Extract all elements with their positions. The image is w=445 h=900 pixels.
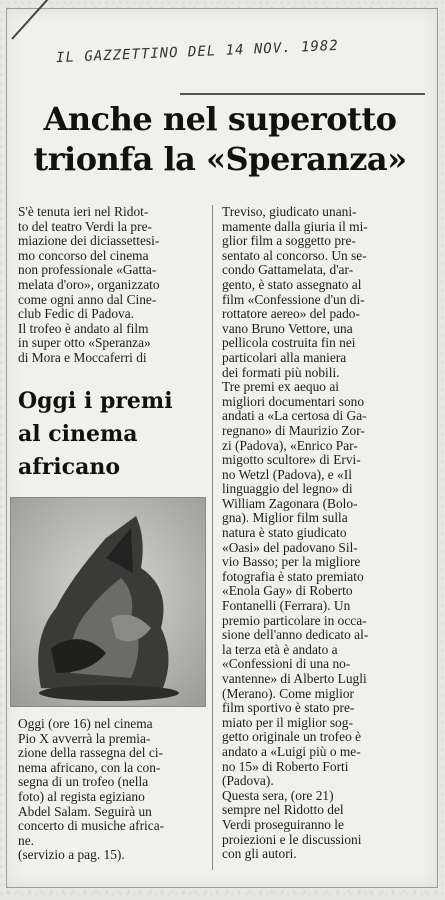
trophy-sculpture-icon	[11, 498, 206, 707]
column-divider	[212, 205, 213, 870]
handwritten-note: IL GAZZETTINO DEL 14 NOV. 1982	[55, 37, 340, 67]
subheadline: Oggi i premi al cinema africano	[18, 388, 173, 480]
article-column-2: Treviso, giudicato unani- mamente dalla giuria il mi- glior film a soggetto pre- sentato al concorso. Un se- condo Gattamelata, d'ar- gento, è stato assegnato al film «Confessione d'un di- rottatore aereo» del pado- vano Bruno Vettore, una pellicola costruita fin nei particolari alla maniera dei formati più nobili. Tre premi ex aequo ai migliori documentari sono andati a «La certosa di Ga- regnano» di Maurizio Zor- zi (Padova), «Enrico Par- migotto scultore» di Ervi- no Wetzl (Padova), e «Il linguaggio del legno» di William Zagonara (Bolo- gna). Miglior film sulla natura è stato giudicato «Oasi» del padovano Sil- vio Basso; per la migliore fotografia è stato premiato «Enola Gay» di Roberto Fontanelli (Ferrara). Un premio particolare in occa- sione dell'anno dedicato al- la terza età è andato a «Confessioni di una no- vantenne» di Alberto Lugli (Merano). Come miglior film sportivo è stato pre- miato per il miglior sog- getto originale un trofeo è andato a «Luigi più o me- no 15» di Roberto Forti (Padova). Questa sera, (ore 21) sempre nel Ridotto del Verdi proseguiranno le proiezioni e le discussioni con gli autori.	[222, 204, 369, 862]
article-column-1-bottom: Oggi (ore 16) nel cinema Pio X avverrà la premia- zione della rassegna del ci- nema africano, con la con- segna di un trofeo (nella foto) al regista egiziano Abdel Salam. Seguirà un concerto di musiche africa- ne. (servizio a pag. 15).	[18, 716, 165, 863]
article-column-1: S'è tenuta ieri nel Ridot- to del teatro Verdi la pre- miazione dei diciassettesi- mo concorso del cinema non professionale «Gatta- melata d'oro», organizzato come ogni anno dal Cine- club Fedic di Padova. Il trofeo è andato al film in super otto «Speranza» di Mora e Moccaferri di	[18, 204, 160, 365]
masthead-rule	[180, 93, 425, 95]
trophy-photo	[10, 497, 206, 707]
headline-line-1: Anche nel superotto	[43, 100, 397, 138]
headline-line-2: trionfa la «Speranza»	[33, 140, 407, 178]
